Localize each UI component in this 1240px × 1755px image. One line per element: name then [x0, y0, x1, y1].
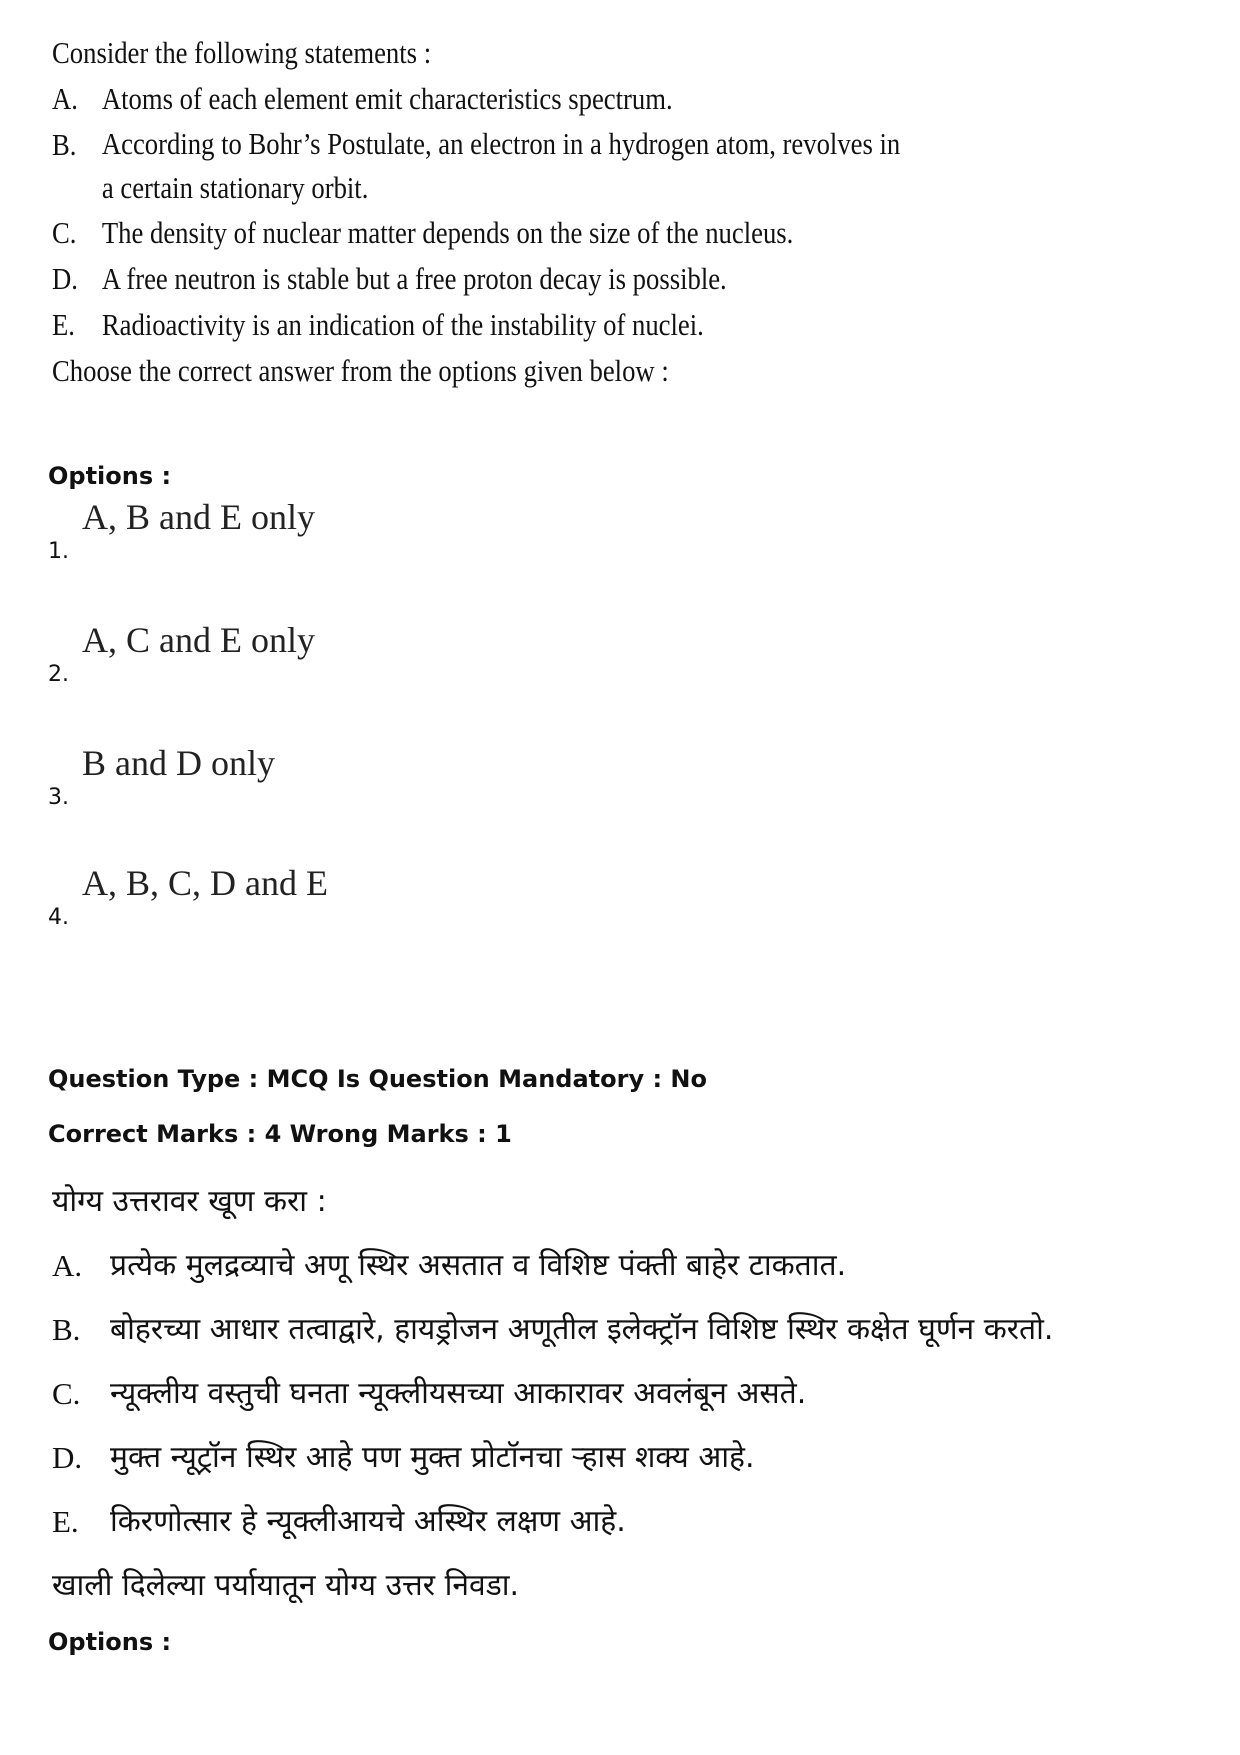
option-number: 4.	[48, 905, 69, 930]
statement-e-mr	[52, 1490, 1102, 1554]
question-intro-mr: योग्य उत्तरावर खूण करा :	[52, 1184, 327, 1219]
statement-text: Radioactivity is an indication of the instability of nuclei.	[101, 307, 704, 342]
option-1[interactable]	[48, 497, 315, 564]
statement-a	[52, 76, 912, 122]
option-number: 3.	[48, 785, 69, 810]
statement-letter: B.	[52, 1312, 81, 1347]
statement-d-mr	[52, 1426, 1102, 1490]
question-statements-mr	[52, 1170, 1102, 1618]
option-2[interactable]	[48, 620, 315, 687]
statement-letter: E.	[52, 1504, 79, 1539]
statement-d	[52, 256, 912, 302]
statement-letter: D.	[52, 1440, 83, 1475]
statement-c-mr	[52, 1362, 1102, 1426]
statement-e	[52, 302, 912, 348]
statement-letter: C.	[52, 215, 77, 250]
question-instruction: Choose the correct answer from the options given below :	[52, 353, 669, 388]
statement-letter: B.	[52, 127, 77, 162]
statement-c	[52, 210, 912, 256]
option-text: B and D only	[82, 743, 275, 783]
statement-letter: A.	[52, 81, 78, 116]
statement-text: बोहरच्या आधार तत्वाद्वारे, हायड्रोजन अणूतील इलेक्ट्रॉन विशिष्ट स्थिर कक्षेत घूर्णन करतो.	[110, 1312, 1054, 1347]
statement-text: According to Bohr’s Postulate, an electron in a hydrogen atom, revolves in a certain stationary orbit.	[101, 126, 901, 205]
statement-text: मुक्त न्यूट्रॉन स्थिर आहे पण मुक्त प्रोटॉनचा ऱ्हास शक्य आहे.	[110, 1440, 755, 1475]
question-statements-en	[52, 30, 1052, 394]
statement-text: Atoms of each element emit characteristics spectrum.	[101, 81, 673, 116]
options-heading: Options :	[48, 462, 172, 490]
statement-letter: E.	[52, 307, 75, 342]
option-text: A, C and E only	[82, 620, 315, 660]
option-text: A, B and E only	[82, 497, 315, 537]
statement-a-mr	[52, 1234, 1102, 1298]
marks-line: Correct Marks : 4 Wrong Marks : 1	[48, 1120, 512, 1148]
option-number: 2.	[48, 662, 69, 687]
options-heading-2: Options :	[48, 1628, 172, 1656]
option-3[interactable]	[48, 743, 275, 810]
statement-text: न्यूक्लीय वस्तुची घनता न्यूक्लीयसच्या आकारावर अवलंबून असते.	[110, 1376, 807, 1411]
option-text: A, B, C, D and E	[82, 863, 328, 903]
statement-b	[52, 122, 912, 210]
question-instruction-mr: खाली दिलेल्या पर्यायातून योग्य उत्तर निवडा.	[52, 1568, 520, 1603]
statement-text: A free neutron is stable but a free proton decay is possible.	[101, 261, 727, 296]
statement-b-mr	[52, 1298, 1102, 1362]
question-type-line: Question Type : MCQ Is Question Mandatory : No	[48, 1065, 707, 1093]
statement-text: प्रत्येक मुलद्रव्याचे अणू स्थिर असतात व विशिष्ट पंक्ती बाहेर टाकतात.	[110, 1248, 847, 1283]
statement-letter: D.	[52, 261, 78, 296]
statement-text: किरणोत्सार हे न्यूक्लीआयचे अस्थिर लक्षण आहे.	[110, 1504, 626, 1539]
statement-text: The density of nuclear matter depends on the size of the nucleus.	[101, 215, 794, 250]
statement-letter: C.	[52, 1376, 81, 1411]
statement-letter: A.	[52, 1248, 83, 1283]
option-number: 1.	[48, 539, 69, 564]
question-intro: Consider the following statements :	[52, 35, 432, 70]
option-4[interactable]	[48, 863, 328, 930]
